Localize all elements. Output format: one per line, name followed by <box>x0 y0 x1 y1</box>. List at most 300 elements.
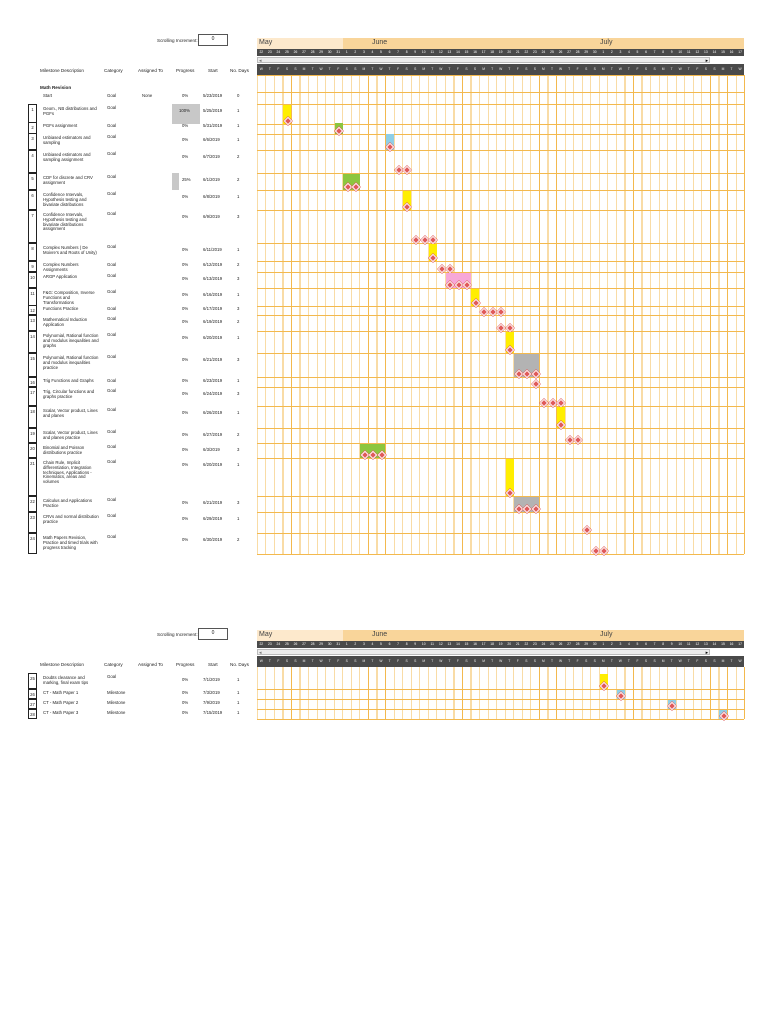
category: Goal <box>107 123 117 128</box>
scrolling-increment-label: Scrolling Increment: <box>157 38 198 43</box>
day-letter: S <box>713 659 716 663</box>
row-number: 9 <box>28 261 37 272</box>
start-date: 6/26/2019 <box>203 410 223 415</box>
category: Goal <box>107 191 117 196</box>
grid-row-line <box>257 190 744 191</box>
col-description-2: Milestone Description <box>40 662 84 667</box>
progress-value: 0% <box>182 690 189 695</box>
row-number: 10 <box>28 272 37 288</box>
day-letter: F <box>636 659 639 663</box>
scrolling-increment-label-2: Scrolling Increment: <box>157 632 198 637</box>
milestone-description[interactable]: CDF for discrete and CRV assignment <box>43 175 93 185</box>
day-number: 3 <box>619 642 622 646</box>
milestone-description[interactable]: Complex Numbers ( De Moivre's and Roots of Unity) <box>43 245 97 255</box>
table-row <box>0 104 256 124</box>
milestone-description[interactable]: Polynomial, Rational function and modulus inequalities and graphs <box>43 333 99 348</box>
day-letter: S <box>704 67 707 71</box>
col-category: Category <box>104 68 123 73</box>
duration-days: 1 <box>237 677 240 682</box>
table-row <box>0 709 256 719</box>
day-number: 27 <box>302 50 306 54</box>
day-letter: W <box>259 659 263 663</box>
day-number: 5 <box>636 50 639 54</box>
duration-days: 0 <box>237 93 240 98</box>
table-row <box>0 377 256 387</box>
category: Goal <box>107 459 117 464</box>
day-number: 28 <box>310 50 315 54</box>
day-letter: M <box>422 659 426 663</box>
progress-bar <box>172 104 200 124</box>
progress-value: 0% <box>182 292 189 297</box>
day-number: 6 <box>645 50 647 54</box>
category: Goal <box>107 93 117 98</box>
grid-row-line <box>257 261 744 262</box>
month-label: July <box>600 631 613 638</box>
duration-days: 1 <box>237 700 240 705</box>
day-letter: M <box>601 67 605 71</box>
category: Goal <box>107 674 117 679</box>
day-number: 4 <box>627 50 630 54</box>
day-number: 12 <box>438 642 443 646</box>
day-number: 7 <box>397 50 399 54</box>
day-letter: W <box>618 659 622 663</box>
duration-days: 3 <box>237 447 240 452</box>
category: Milestone <box>107 700 126 705</box>
day-number: 12 <box>695 50 700 54</box>
day-number: 9 <box>670 642 673 646</box>
milestone-description[interactable]: Mathematical Induction Application <box>43 317 88 327</box>
duration-days: 1 <box>237 335 240 340</box>
day-letter: S <box>585 659 588 663</box>
day-number: 1 <box>602 50 605 54</box>
day-number: 11 <box>430 50 434 54</box>
grid-row-line <box>257 150 744 151</box>
row-number: 20 <box>28 443 37 458</box>
day-letter: W <box>499 67 503 71</box>
day-letter: T <box>268 67 271 71</box>
grid-row-line <box>257 288 744 289</box>
grid-row-line <box>257 406 744 407</box>
day-letter: W <box>319 659 323 663</box>
day-number: 4 <box>371 642 374 646</box>
duration-days: 2 <box>237 262 240 267</box>
day-letter: S <box>294 67 297 71</box>
day-letter: F <box>696 67 699 71</box>
table-row <box>0 272 256 288</box>
day-number: 2 <box>610 50 613 54</box>
duration-days: 1 <box>237 292 240 297</box>
grid-row-line <box>257 443 744 444</box>
day-letter: T <box>610 67 613 71</box>
day-number: 5 <box>380 50 382 54</box>
progress-value: 0% <box>182 710 189 715</box>
day-number: 25 <box>550 50 554 54</box>
day-number: 4 <box>371 50 374 54</box>
day-number: 12 <box>438 50 443 54</box>
progress-value: 0% <box>182 410 189 415</box>
day-number: 19 <box>498 50 503 54</box>
category: Milestone <box>107 710 126 715</box>
row-number: 8 <box>28 243 37 261</box>
day-number: 2 <box>354 642 357 646</box>
milestone-description[interactable]: Calculus and Applications Practice <box>43 498 92 508</box>
day-letter: T <box>371 659 374 663</box>
day-letter: T <box>448 67 451 71</box>
start-date: 6/19/2019 <box>203 319 223 324</box>
milestone-description[interactable]: Polynomial, Rational function and modulus inequalities practice <box>43 355 99 370</box>
day-letter: T <box>388 659 391 663</box>
day-number: 11 <box>687 642 691 646</box>
grid-row-line <box>257 533 744 534</box>
milestone-description[interactable]: Binomial and Poisson distributions practice <box>43 445 85 455</box>
day-letter: T <box>687 67 690 71</box>
day-letter: W <box>558 67 563 71</box>
duration-days: 2 <box>237 154 240 159</box>
row-number: 22 <box>28 496 37 512</box>
start-date: 7/15/2019 <box>203 710 223 715</box>
day-letter: T <box>670 659 673 663</box>
day-letter: T <box>730 67 733 71</box>
milestone-description[interactable]: PGFs assignment <box>43 123 78 128</box>
day-number: 23 <box>533 642 537 646</box>
day-letter: F <box>277 659 280 663</box>
grid-row-line <box>257 719 744 720</box>
day-number: 5 <box>380 642 382 646</box>
progress-value: 0% <box>182 276 189 281</box>
grid-row-line <box>257 75 744 76</box>
day-letter: T <box>550 659 553 663</box>
month-bar <box>257 630 744 641</box>
duration-days: 2 <box>237 177 240 182</box>
start-date: 6/13/2019 <box>203 276 223 281</box>
row-number: 5 <box>28 173 37 190</box>
day-letter: T <box>431 67 434 71</box>
category: Goal <box>107 332 117 337</box>
day-letter: M <box>721 67 725 71</box>
day-number: 13 <box>704 642 708 646</box>
day-number: 26 <box>558 50 563 54</box>
milestone-description[interactable]: Trig Functions and Graphs <box>43 378 94 383</box>
day-number: 29 <box>319 50 323 54</box>
day-number: 24 <box>541 642 546 646</box>
duration-days: 1 <box>237 710 240 715</box>
timeline-scrollbar[interactable] <box>257 649 710 655</box>
day-letter: F <box>456 659 459 663</box>
row-number: 13 <box>28 315 37 331</box>
table-row <box>0 428 256 443</box>
row-number: 7 <box>28 210 37 243</box>
table-row <box>0 443 256 458</box>
start-date: 6/17/2019 <box>203 306 223 311</box>
day-letter: S <box>593 659 596 663</box>
duration-days: 1 <box>237 137 240 142</box>
milestone-description[interactable]: Math Papers Revision, Practice and timed trials with progress tracking <box>43 535 98 550</box>
category: Goal <box>107 378 117 383</box>
progress-value: 0% <box>182 335 189 340</box>
duration-days: 3 <box>237 500 240 505</box>
duration-days: 1 <box>237 410 240 415</box>
progress-value: 0% <box>182 432 189 437</box>
day-letter: T <box>431 659 434 663</box>
table-row <box>0 92 256 104</box>
start-date: 5/23/2019 <box>203 93 223 98</box>
milestone-description[interactable]: Functions Practice <box>43 306 79 311</box>
milestone-description[interactable]: ARGP Application <box>43 274 78 279</box>
day-letter: S <box>653 659 656 663</box>
day-letter-row <box>257 64 744 75</box>
day-number: 22 <box>259 50 264 54</box>
scrolling-increment-input-2[interactable]: 0 <box>198 628 228 640</box>
category: Goal <box>107 273 117 278</box>
day-number: 9 <box>414 50 417 54</box>
day-number: 2 <box>354 50 357 54</box>
day-number: 26 <box>558 642 563 646</box>
progress-value: 0% <box>182 123 189 128</box>
day-letter: F <box>337 67 340 71</box>
milestone-description[interactable]: Doubts clearance and marking, final exam tips <box>43 675 89 685</box>
day-number: 30 <box>592 642 597 646</box>
day-letter: S <box>473 659 477 663</box>
progress-value: 0% <box>182 214 189 219</box>
duration-days: 1 <box>237 462 240 467</box>
day-number: 3 <box>619 50 622 54</box>
scroll-left-arrow[interactable]: ◂ <box>259 58 262 64</box>
day-letter: T <box>448 659 451 663</box>
day-letter: T <box>687 659 690 663</box>
day-letter: M <box>302 67 306 71</box>
category: Goal <box>107 211 117 216</box>
col-description: Milestone Description <box>40 68 84 73</box>
day-number: 22 <box>524 50 529 54</box>
day-letter: F <box>636 67 639 71</box>
start-date: 6/6/2019 <box>203 137 220 142</box>
duration-days: 1 <box>237 378 240 383</box>
start-date: 6/27/2019 <box>203 432 223 437</box>
milestone-description[interactable]: CT - Math Paper 2 <box>43 700 79 705</box>
category: Goal <box>107 174 117 179</box>
day-number: 13 <box>704 50 708 54</box>
grid-row-line <box>257 104 744 105</box>
day-number: 27 <box>302 642 306 646</box>
day-number: 16 <box>729 50 734 54</box>
start-date: 5/31/2019 <box>203 123 223 128</box>
day-letter: M <box>422 67 426 71</box>
grid-row-line <box>257 689 744 690</box>
day-letter: W <box>738 659 742 663</box>
timeline-scrollbar[interactable] <box>257 57 710 63</box>
category: Goal <box>107 354 117 359</box>
scroll-left-arrow[interactable]: ◂ <box>259 650 262 656</box>
milestone-description[interactable]: Trig, Circular functions and graphs practice <box>43 389 95 399</box>
day-number: 19 <box>498 642 503 646</box>
start-date: 6/7/2019 <box>203 154 220 159</box>
day-letter: M <box>362 67 366 71</box>
day-letter: S <box>465 67 468 71</box>
day-number: 30 <box>327 50 332 54</box>
day-letter: S <box>354 67 357 71</box>
milestone-description[interactable]: CT - Math Paper 3 <box>43 710 79 715</box>
day-number: 24 <box>541 50 546 54</box>
grid-row-line <box>257 353 744 354</box>
duration-days: 1 <box>237 247 240 252</box>
grid-row-line <box>257 428 744 429</box>
milestone-description[interactable]: Start <box>43 93 53 98</box>
day-letter: S <box>653 67 656 71</box>
day-number: 24 <box>276 642 281 646</box>
day-letter: M <box>721 659 725 663</box>
day-number: 29 <box>319 642 323 646</box>
milestone-description[interactable]: Geom., NB distributions and PGFs <box>43 106 97 116</box>
scroll-right-arrow[interactable]: ▸ <box>705 650 709 656</box>
progress-value: 25% <box>182 177 191 182</box>
progress-value: 0% <box>182 537 189 542</box>
day-letter: S <box>465 659 468 663</box>
milestone-description[interactable]: CRVs and normal distribution practice <box>43 514 99 524</box>
start-date: 6/8/2019 <box>203 194 220 199</box>
day-letter: S <box>414 659 417 663</box>
start-date: 6/20/2019 <box>203 335 223 340</box>
day-number: 17 <box>738 50 742 54</box>
table-row <box>0 243 256 261</box>
day-letter: S <box>533 67 536 71</box>
start-date: 6/9/2019 <box>203 214 220 219</box>
scroll-right-arrow[interactable]: ▸ <box>705 58 709 64</box>
day-number: 20 <box>507 642 512 646</box>
progress-value: 0% <box>182 677 189 682</box>
day-letter: T <box>311 659 314 663</box>
table-row <box>0 512 256 533</box>
col-days-2: No. Days <box>230 662 249 667</box>
day-letter: S <box>414 67 417 71</box>
day-letter: W <box>738 67 742 71</box>
day-number: 10 <box>421 642 426 646</box>
milestone-description[interactable]: Confidence Intervals, Hypothesis testing and bivariate distributions assignment <box>43 212 87 232</box>
day-number: 16 <box>473 642 477 646</box>
day-number: 31 <box>336 642 341 646</box>
milestone-description[interactable]: F&G: Composition, Inverse Functions and Transformations <box>43 290 95 305</box>
milestone-description[interactable]: Unbiased estimators and sampling <box>43 135 91 145</box>
month-label: July <box>600 39 613 46</box>
day-letter: S <box>345 659 348 663</box>
category: Goal <box>107 244 117 249</box>
group-title: Math Revision <box>40 85 72 90</box>
grid-row-line <box>257 458 744 459</box>
col-progress: Progress <box>176 68 195 73</box>
duration-days: 3 <box>237 306 240 311</box>
milestone-description[interactable]: Complex Numbers Assignments <box>43 262 79 272</box>
day-letter: S <box>354 659 357 663</box>
day-number: 1 <box>602 642 605 646</box>
day-letter: T <box>627 659 630 663</box>
day-letter: W <box>319 67 323 71</box>
day-letter: T <box>371 67 374 71</box>
table-row <box>0 387 256 406</box>
day-letter: W <box>678 659 682 663</box>
col-start: Start <box>208 68 218 73</box>
milestone-description[interactable]: CT - Math Paper 1 <box>43 690 79 695</box>
day-letter: W <box>499 659 503 663</box>
day-number: 8 <box>405 50 408 54</box>
day-number: 22 <box>259 642 264 646</box>
scrolling-increment-input[interactable]: 0 <box>198 34 228 46</box>
milestone-description[interactable]: Scalar, Vector product, Lines and planes <box>43 408 98 418</box>
day-number: 10 <box>678 50 683 54</box>
day-number: 18 <box>490 642 494 646</box>
table-row <box>0 190 256 210</box>
day-letter: S <box>644 67 648 71</box>
gantt-grid <box>257 667 745 719</box>
row-number: 23 <box>28 512 37 533</box>
duration-days: 1 <box>237 516 240 521</box>
row-number: 2 <box>28 122 37 134</box>
day-number: 23 <box>533 50 537 54</box>
day-number: 14 <box>712 50 717 54</box>
day-number: 8 <box>662 642 665 646</box>
day-number: 23 <box>267 642 272 646</box>
milestone-description[interactable]: Confidence Intervals, Hypothesis testing and bivariate distributions <box>43 192 87 207</box>
duration-days: 3 <box>237 357 240 362</box>
progress-value: 0% <box>182 262 189 267</box>
duration-days: 3 <box>237 276 240 281</box>
day-letter: M <box>302 659 306 663</box>
day-letter: W <box>379 659 383 663</box>
start-date: 6/24/2019 <box>203 391 223 396</box>
row-number: 16 <box>28 377 37 387</box>
category: Goal <box>107 134 117 139</box>
day-number: 9 <box>670 50 673 54</box>
day-number: 27 <box>567 50 571 54</box>
start-date: 6/20/2019 <box>203 462 223 467</box>
day-letter: T <box>670 67 673 71</box>
day-number: 24 <box>276 50 281 54</box>
row-number: 11 <box>28 288 37 306</box>
milestone-description[interactable]: Unbiased estimators and sampling assignment <box>43 152 91 162</box>
progress-value: 0% <box>182 194 189 199</box>
day-number: 21 <box>515 642 520 646</box>
start-date: 6/11/2019 <box>203 247 222 252</box>
grid-row-line <box>257 173 744 174</box>
duration-days: 2 <box>237 319 240 324</box>
category: Goal <box>107 534 117 539</box>
category: Goal <box>107 429 117 434</box>
table-row <box>0 533 256 554</box>
day-letter: F <box>516 67 519 71</box>
table-row <box>0 173 256 190</box>
start-date: 6/21/2019 <box>203 500 223 505</box>
day-letter: M <box>601 659 605 663</box>
day-letter: M <box>482 659 485 663</box>
table-row <box>0 315 256 331</box>
category: Goal <box>107 513 117 518</box>
milestone-description[interactable]: Scalar, Vector product, Lines and planes practice <box>43 430 98 440</box>
day-letter: S <box>285 67 289 71</box>
day-letter: T <box>491 659 494 663</box>
day-letter-row <box>257 656 744 667</box>
day-number: 7 <box>653 642 656 646</box>
day-letter: W <box>259 67 263 71</box>
table-row <box>0 261 256 272</box>
grid-row-line <box>257 272 744 273</box>
month-label: May <box>259 631 273 638</box>
table-row <box>0 288 256 306</box>
duration-days: 3 <box>237 214 240 219</box>
start-date: 6/1/2019 <box>203 177 220 182</box>
grid-row-line <box>257 496 744 497</box>
day-number: 14 <box>712 642 717 646</box>
milestone-description[interactable]: Chain Rule, Implicit differentiation, Integration techniques, Applications - Kinematics, areas and volumes <box>43 460 92 485</box>
row-number: 1 <box>28 104 37 124</box>
day-number: 18 <box>490 50 494 54</box>
